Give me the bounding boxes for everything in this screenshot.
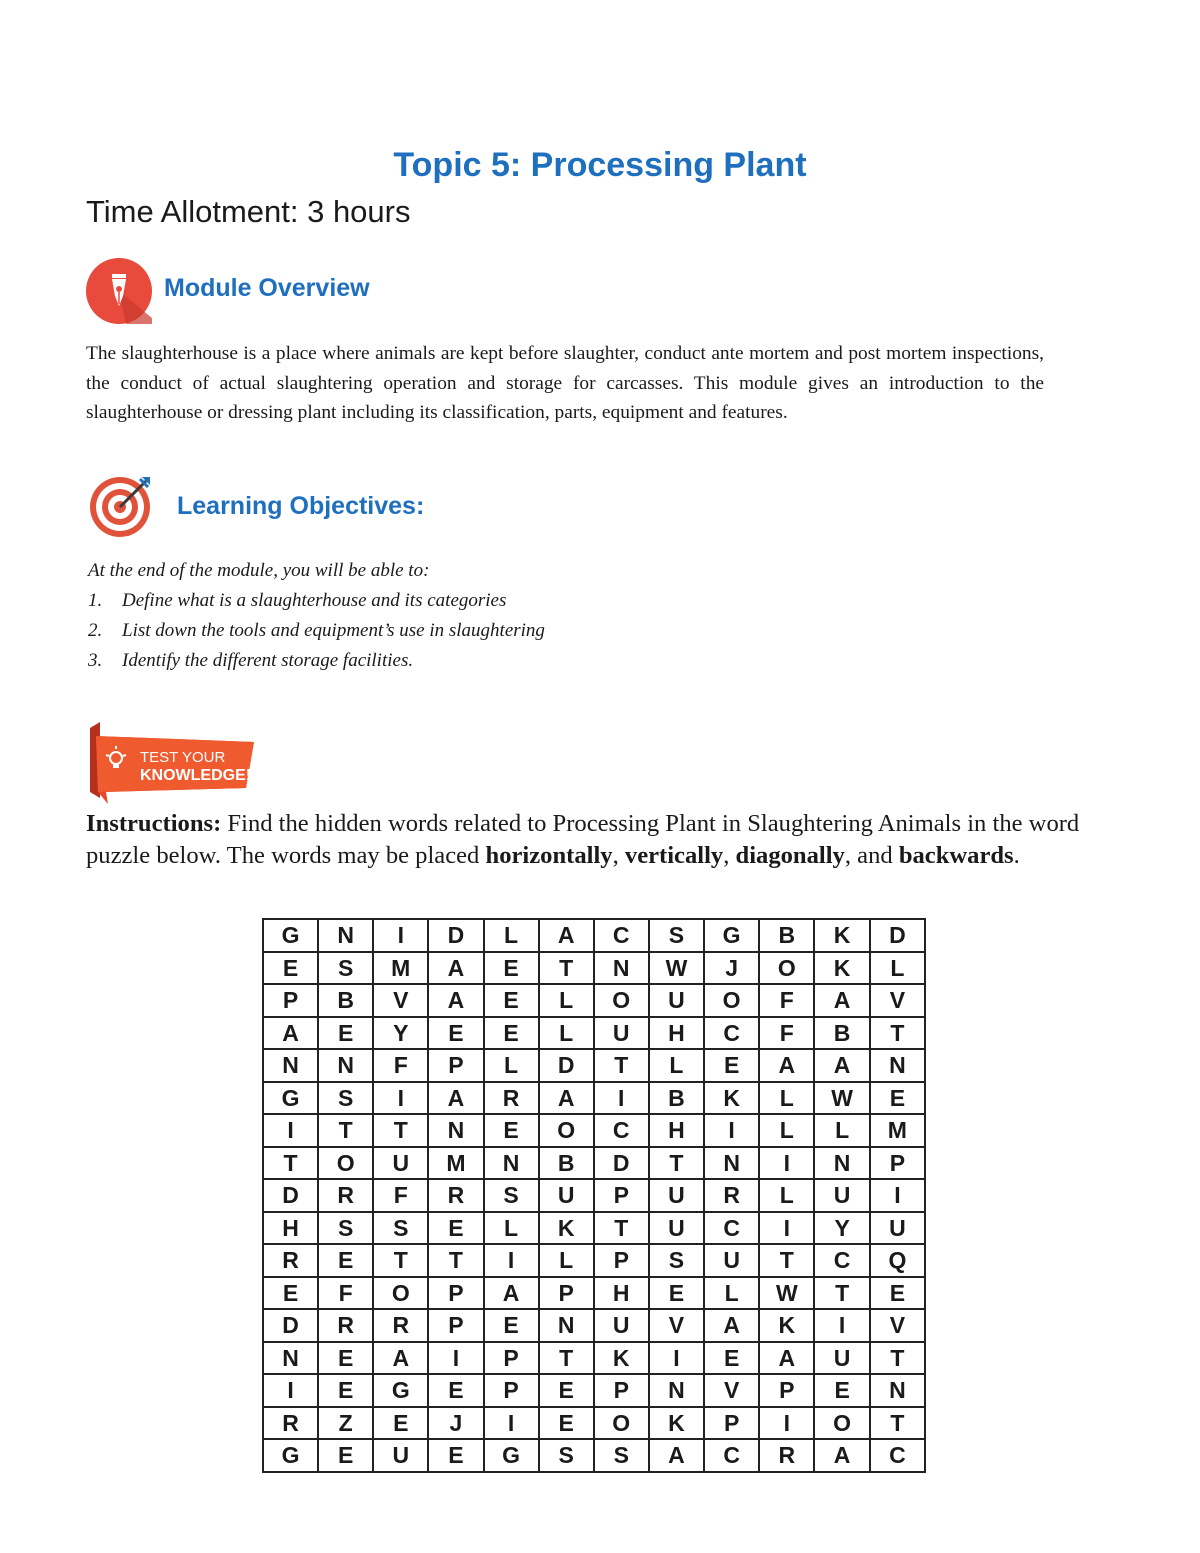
puzzle-cell[interactable]: E [870, 1277, 925, 1310]
puzzle-cell[interactable]: G [263, 919, 318, 952]
separator: , [723, 842, 736, 869]
puzzle-cell[interactable]: B [814, 1017, 869, 1050]
puzzle-cell[interactable]: C [814, 1244, 869, 1277]
module-overview-heading: Module Overview [164, 274, 370, 302]
puzzle-cell[interactable]: A [649, 1439, 704, 1472]
puzzle-cell[interactable]: L [759, 1179, 814, 1212]
puzzle-cell[interactable]: U [594, 1017, 649, 1050]
word-search-grid [262, 918, 926, 1473]
puzzle-cell[interactable]: H [649, 1114, 704, 1147]
puzzle-cell[interactable]: R [263, 1407, 318, 1440]
puzzle-cell[interactable]: C [704, 1017, 759, 1050]
puzzle-cell[interactable]: P [263, 984, 318, 1017]
puzzle-cell[interactable]: C [594, 919, 649, 952]
puzzle-cell[interactable]: V [870, 1309, 925, 1342]
puzzle-cell[interactable]: L [484, 1212, 539, 1245]
puzzle-cell[interactable]: S [649, 1244, 704, 1277]
puzzle-cell[interactable]: I [704, 1114, 759, 1147]
puzzle-cell[interactable]: O [539, 1114, 594, 1147]
puzzle-cell[interactable]: P [594, 1374, 649, 1407]
puzzle-cell[interactable]: P [704, 1407, 759, 1440]
puzzle-cell[interactable]: F [759, 984, 814, 1017]
puzzle-cell[interactable]: D [539, 1049, 594, 1082]
puzzle-cell[interactable]: C [870, 1439, 925, 1472]
puzzle-cell[interactable]: U [373, 1147, 428, 1180]
puzzle-cell[interactable]: S [539, 1439, 594, 1472]
puzzle-cell[interactable]: S [649, 919, 704, 952]
puzzle-cell[interactable]: L [539, 1017, 594, 1050]
instructions-label: Instructions: [86, 810, 222, 837]
puzzle-cell[interactable]: S [594, 1439, 649, 1472]
puzzle-cell[interactable]: U [594, 1309, 649, 1342]
puzzle-cell[interactable]: A [814, 1439, 869, 1472]
puzzle-cell[interactable]: N [814, 1147, 869, 1180]
puzzle-cell[interactable]: T [870, 1017, 925, 1050]
puzzle-cell[interactable]: A [263, 1017, 318, 1050]
puzzle-cell[interactable]: R [759, 1439, 814, 1472]
puzzle-row [263, 952, 925, 985]
separator: , and [844, 842, 899, 869]
puzzle-cell[interactable]: J [428, 1407, 483, 1440]
puzzle-cell[interactable]: A [484, 1277, 539, 1310]
puzzle-cell[interactable]: O [594, 984, 649, 1017]
puzzle-cell[interactable]: E [428, 1374, 483, 1407]
puzzle-cell[interactable]: E [318, 1342, 373, 1375]
puzzle-cell[interactable]: N [263, 1049, 318, 1082]
puzzle-cell[interactable]: M [870, 1114, 925, 1147]
puzzle-cell[interactable]: E [539, 1374, 594, 1407]
puzzle-cell[interactable]: L [814, 1114, 869, 1147]
puzzle-row [263, 1407, 925, 1440]
puzzle-cell[interactable]: E [318, 1244, 373, 1277]
puzzle-row [263, 1049, 925, 1082]
puzzle-cell[interactable]: K [814, 952, 869, 985]
puzzle-row [263, 1082, 925, 1115]
list-item [88, 616, 788, 646]
puzzle-cell[interactable]: P [428, 1049, 483, 1082]
puzzle-cell[interactable]: I [484, 1244, 539, 1277]
puzzle-cell[interactable]: O [594, 1407, 649, 1440]
puzzle-cell[interactable]: E [318, 1017, 373, 1050]
puzzle-cell[interactable]: P [870, 1147, 925, 1180]
puzzle-row [263, 1179, 925, 1212]
puzzle-cell[interactable]: J [704, 952, 759, 985]
puzzle-cell[interactable]: P [539, 1277, 594, 1310]
puzzle-cell[interactable]: A [428, 984, 483, 1017]
puzzle-cell[interactable]: F [373, 1049, 428, 1082]
puzzle-row [263, 1309, 925, 1342]
puzzle-cell[interactable]: I [428, 1342, 483, 1375]
puzzle-cell[interactable]: V [373, 984, 428, 1017]
keyword-vertically: vertically [624, 842, 724, 869]
list-item-number: 1. [88, 590, 103, 611]
puzzle-cell[interactable]: R [704, 1179, 759, 1212]
puzzle-cell[interactable]: P [428, 1309, 483, 1342]
puzzle-cell[interactable]: H [649, 1017, 704, 1050]
puzzle-cell[interactable]: C [594, 1114, 649, 1147]
puzzle-cell[interactable]: T [759, 1244, 814, 1277]
puzzle-cell[interactable]: E [814, 1374, 869, 1407]
puzzle-row [263, 1147, 925, 1180]
list-item-text: Define what is a slaughterhouse and its categories [122, 590, 507, 611]
puzzle-cell[interactable]: P [594, 1244, 649, 1277]
objectives-list [88, 556, 788, 676]
puzzle-cell[interactable]: L [649, 1049, 704, 1082]
puzzle-cell[interactable]: T [594, 1212, 649, 1245]
puzzle-cell[interactable]: R [263, 1244, 318, 1277]
puzzle-cell[interactable]: E [428, 1212, 483, 1245]
puzzle-cell[interactable]: B [759, 919, 814, 952]
puzzle-cell[interactable]: E [870, 1082, 925, 1115]
puzzle-row [263, 1374, 925, 1407]
puzzle-cell[interactable]: C [704, 1212, 759, 1245]
puzzle-row [263, 984, 925, 1017]
puzzle-cell[interactable]: S [373, 1212, 428, 1245]
puzzle-cell[interactable]: G [484, 1439, 539, 1472]
list-item [88, 646, 788, 676]
time-allotment: Time Allotment: 3 hours [86, 194, 411, 229]
puzzle-cell[interactable]: U [814, 1342, 869, 1375]
puzzle-cell[interactable]: U [373, 1439, 428, 1472]
puzzle-cell[interactable]: E [649, 1277, 704, 1310]
puzzle-cell[interactable]: Y [373, 1017, 428, 1050]
puzzle-cell[interactable]: E [373, 1407, 428, 1440]
puzzle-cell[interactable]: V [870, 984, 925, 1017]
puzzle-cell[interactable]: V [704, 1374, 759, 1407]
puzzle-cell[interactable]: O [373, 1277, 428, 1310]
puzzle-cell[interactable]: A [759, 1049, 814, 1082]
puzzle-cell[interactable]: D [594, 1147, 649, 1180]
puzzle-cell[interactable]: R [484, 1082, 539, 1115]
puzzle-cell[interactable]: I [484, 1407, 539, 1440]
puzzle-cell[interactable]: N [484, 1147, 539, 1180]
puzzle-cell[interactable]: P [484, 1342, 539, 1375]
badge-line-1: TEST YOUR [140, 749, 226, 766]
puzzle-cell[interactable]: A [814, 1049, 869, 1082]
puzzle-cell[interactable]: I [870, 1179, 925, 1212]
target-icon [88, 471, 156, 539]
puzzle-cell[interactable]: A [428, 952, 483, 985]
puzzle-cell[interactable]: L [870, 952, 925, 985]
puzzle-cell[interactable]: M [373, 952, 428, 985]
puzzle-row [263, 919, 925, 952]
puzzle-cell[interactable]: T [373, 1114, 428, 1147]
puzzle-cell[interactable]: Z [318, 1407, 373, 1440]
separator: . [1013, 842, 1020, 869]
list-item-number: 2. [88, 620, 103, 641]
puzzle-cell[interactable]: W [814, 1082, 869, 1115]
puzzle-cell[interactable]: A [759, 1342, 814, 1375]
puzzle-row [263, 1212, 925, 1245]
puzzle-cell[interactable]: T [428, 1244, 483, 1277]
puzzle-cell[interactable]: G [373, 1374, 428, 1407]
puzzle-cell[interactable]: U [649, 1179, 704, 1212]
puzzle-cell[interactable]: S [318, 1082, 373, 1115]
list-item-number: 3. [88, 650, 103, 671]
puzzle-row [263, 1277, 925, 1310]
keyword-diagonally: diagonally [735, 842, 845, 869]
puzzle-cell[interactable]: G [263, 1082, 318, 1115]
puzzle-cell[interactable]: L [759, 1114, 814, 1147]
puzzle-cell[interactable]: T [373, 1244, 428, 1277]
puzzle-cell[interactable]: N [428, 1114, 483, 1147]
puzzle-row [263, 1439, 925, 1472]
puzzle-cell[interactable]: I [373, 919, 428, 952]
puzzle-cell[interactable]: A [539, 1082, 594, 1115]
puzzle-cell[interactable]: E [484, 1114, 539, 1147]
puzzle-cell[interactable]: S [484, 1179, 539, 1212]
puzzle-cell[interactable]: N [318, 1049, 373, 1082]
puzzle-cell[interactable]: G [704, 919, 759, 952]
pen-nib-icon [86, 258, 152, 324]
puzzle-cell[interactable]: B [318, 984, 373, 1017]
puzzle-cell[interactable]: T [649, 1147, 704, 1180]
puzzle-row [263, 1114, 925, 1147]
puzzle-cell[interactable]: R [318, 1179, 373, 1212]
puzzle-cell[interactable]: U [814, 1179, 869, 1212]
list-item-text: List down the tools and equipment’s use in slaughtering [122, 620, 545, 641]
puzzle-cell[interactable]: H [594, 1277, 649, 1310]
list-item [88, 586, 788, 616]
puzzle-cell[interactable]: K [649, 1407, 704, 1440]
puzzle-cell[interactable]: U [649, 1212, 704, 1245]
puzzle-cell[interactable]: R [318, 1309, 373, 1342]
puzzle-cell[interactable]: M [428, 1147, 483, 1180]
puzzle-cell[interactable]: W [649, 952, 704, 985]
puzzle-cell[interactable]: E [263, 952, 318, 985]
puzzle-cell[interactable]: S [318, 1212, 373, 1245]
puzzle-cell[interactable]: N [539, 1309, 594, 1342]
puzzle-cell[interactable]: D [870, 919, 925, 952]
puzzle-cell[interactable]: E [484, 1309, 539, 1342]
puzzle-cell[interactable]: E [539, 1407, 594, 1440]
puzzle-cell[interactable]: Q [870, 1244, 925, 1277]
puzzle-cell[interactable]: U [704, 1244, 759, 1277]
puzzle-row [263, 1244, 925, 1277]
puzzle-cell[interactable]: E [428, 1439, 483, 1472]
puzzle-cell[interactable]: N [649, 1374, 704, 1407]
puzzle-row [263, 1017, 925, 1050]
puzzle-cell[interactable]: N [263, 1342, 318, 1375]
puzzle-cell[interactable]: K [814, 919, 869, 952]
instructions [86, 808, 1106, 872]
puzzle-cell[interactable]: Y [814, 1212, 869, 1245]
puzzle-cell[interactable]: E [263, 1277, 318, 1310]
puzzle-cell[interactable]: I [373, 1082, 428, 1115]
puzzle-cell[interactable]: R [428, 1179, 483, 1212]
badge-line-2: KNOWLEDGE! [140, 767, 252, 784]
puzzle-cell[interactable]: A [373, 1342, 428, 1375]
puzzle-cell[interactable]: T [263, 1147, 318, 1180]
puzzle-cell[interactable]: N [318, 919, 373, 952]
puzzle-cell[interactable]: B [539, 1147, 594, 1180]
puzzle-cell[interactable]: U [649, 984, 704, 1017]
puzzle-cell[interactable]: O [814, 1407, 869, 1440]
puzzle-cell[interactable]: A [704, 1309, 759, 1342]
puzzle-cell[interactable]: E [318, 1439, 373, 1472]
puzzle-cell[interactable]: P [594, 1179, 649, 1212]
puzzle-cell[interactable]: D [428, 919, 483, 952]
puzzle-cell[interactable]: R [373, 1309, 428, 1342]
puzzle-cell[interactable]: E [704, 1049, 759, 1082]
puzzle-cell[interactable]: C [704, 1439, 759, 1472]
puzzle-cell[interactable]: E [484, 984, 539, 1017]
puzzle-cell[interactable]: K [539, 1212, 594, 1245]
puzzle-cell[interactable]: P [484, 1374, 539, 1407]
page-title: Topic 5: Processing Plant [393, 146, 807, 184]
puzzle-cell[interactable]: L [539, 1244, 594, 1277]
puzzle-cell[interactable]: I [263, 1114, 318, 1147]
puzzle-cell[interactable]: O [759, 952, 814, 985]
puzzle-row [263, 1342, 925, 1375]
puzzle-cell[interactable]: B [649, 1082, 704, 1115]
puzzle-cell[interactable]: I [594, 1082, 649, 1115]
list-item-text: Identify the different storage facilities. [122, 650, 414, 671]
puzzle-cell[interactable]: T [539, 952, 594, 985]
puzzle-cell[interactable]: V [649, 1309, 704, 1342]
puzzle-cell[interactable]: L [704, 1277, 759, 1310]
puzzle-cell[interactable]: L [759, 1082, 814, 1115]
puzzle-cell[interactable]: W [759, 1277, 814, 1310]
puzzle-cell[interactable]: E [428, 1017, 483, 1050]
learning-objectives-heading: Learning Objectives: [177, 492, 425, 520]
puzzle-cell[interactable]: L [539, 984, 594, 1017]
separator: , [612, 842, 625, 869]
puzzle-cell[interactable]: U [539, 1179, 594, 1212]
puzzle-cell[interactable]: K [594, 1342, 649, 1375]
puzzle-cell[interactable]: T [814, 1277, 869, 1310]
module-overview-text: The slaughterhouse is a place where animals are kept before slaughter, conduct ante mortem and post mortem inspections, the conduct of actual slaughtering operation and storage for carcasses. This module gives an introduction to the slaughterhouse or dressing plant including its classification, parts, equipment and features. [86, 343, 1044, 423]
puzzle-cell[interactable]: F [373, 1179, 428, 1212]
puzzle-cell[interactable]: N [870, 1049, 925, 1082]
puzzle-cell[interactable]: D [263, 1309, 318, 1342]
puzzle-cell[interactable]: U [870, 1212, 925, 1245]
puzzle-cell[interactable]: N [594, 952, 649, 985]
puzzle-cell[interactable]: I [649, 1342, 704, 1375]
puzzle-cell[interactable]: E [704, 1342, 759, 1375]
puzzle-cell[interactable]: E [318, 1374, 373, 1407]
puzzle-cell[interactable]: I [759, 1212, 814, 1245]
puzzle-cell[interactable]: T [870, 1342, 925, 1375]
puzzle-cell[interactable]: E [484, 1017, 539, 1050]
puzzle-cell[interactable]: K [704, 1082, 759, 1115]
puzzle-cell[interactable]: E [484, 952, 539, 985]
objectives-intro: At the end of the module, you will be able to: [88, 560, 430, 581]
keyword-horizontally: horizontally [485, 842, 613, 869]
puzzle-cell[interactable]: H [263, 1212, 318, 1245]
puzzle-cell[interactable]: O [318, 1147, 373, 1180]
puzzle-cell[interactable]: G [263, 1439, 318, 1472]
puzzle-cell[interactable]: S [318, 952, 373, 985]
puzzle-cell[interactable]: I [759, 1147, 814, 1180]
puzzle-cell[interactable]: P [759, 1374, 814, 1407]
keyword-backwards: backwards [898, 842, 1014, 869]
puzzle-cell[interactable]: T [318, 1114, 373, 1147]
puzzle-cell[interactable]: T [594, 1049, 649, 1082]
puzzle-cell[interactable]: A [814, 984, 869, 1017]
puzzle-cell[interactable]: N [870, 1374, 925, 1407]
puzzle-cell[interactable]: T [539, 1342, 594, 1375]
puzzle-cell[interactable]: L [484, 1049, 539, 1082]
puzzle-cell[interactable]: A [428, 1082, 483, 1115]
puzzle-cell[interactable]: T [870, 1407, 925, 1440]
puzzle-cell[interactable]: O [704, 984, 759, 1017]
puzzle-cell[interactable]: I [759, 1407, 814, 1440]
puzzle-cell[interactable]: A [539, 919, 594, 952]
puzzle-cell[interactable]: P [428, 1277, 483, 1310]
puzzle-cell[interactable]: L [484, 919, 539, 952]
puzzle-cell[interactable]: N [704, 1147, 759, 1180]
puzzle-cell[interactable]: I [263, 1374, 318, 1407]
puzzle-cell[interactable]: K [759, 1309, 814, 1342]
test-your-knowledge-badge [86, 722, 258, 804]
puzzle-cell[interactable]: D [263, 1179, 318, 1212]
puzzle-cell[interactable]: I [814, 1309, 869, 1342]
puzzle-cell[interactable]: F [759, 1017, 814, 1050]
instructions-text: Find the hidden words related to Processing Plant in Slaughtering Animals in the word puzzle below. The words may be placed [86, 810, 1080, 869]
puzzle-cell[interactable]: F [318, 1277, 373, 1310]
